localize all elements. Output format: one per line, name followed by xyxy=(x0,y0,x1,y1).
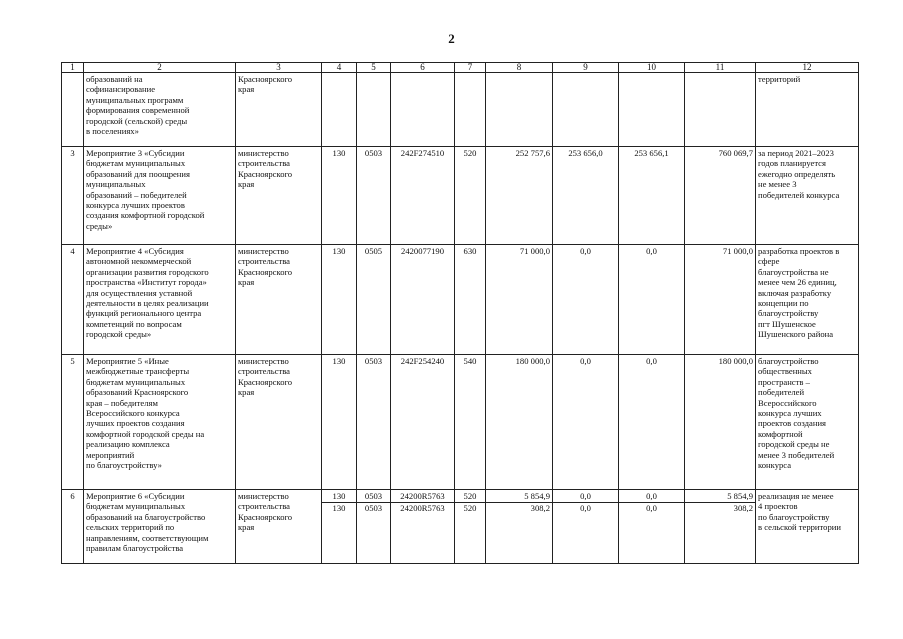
amount-2022: 0,0 xyxy=(553,355,619,490)
amount-2021 xyxy=(486,73,553,147)
event-name: Мероприятие 4 «Субсидия автономной некоммерческой организации развития городского пространства «Институт города» для осуществления уставной деятельности в целях реализации функций регионального центра компетенций по вопросам городской среды» xyxy=(84,245,236,355)
vr-code: 520 xyxy=(455,147,486,245)
amount-2021: 252 757,6 xyxy=(486,147,553,245)
amount-2022: 0,0 xyxy=(553,245,619,355)
gr-code: 130 xyxy=(322,147,357,245)
vr-code: 520 xyxy=(455,502,485,514)
vr-code-cell xyxy=(455,490,486,564)
expected-result: территорий xyxy=(756,73,859,147)
executor: министерство строительства Красноярского края xyxy=(236,245,322,355)
amount-2021: 5 854,9 xyxy=(524,491,550,501)
table-row xyxy=(62,73,859,147)
amount-2023: 253 656,1 xyxy=(619,147,685,245)
gr-code: 130 xyxy=(322,355,357,490)
expected-result: реализация не менее 4 проектов по благоустройству в сельской территории xyxy=(756,490,859,564)
row-number xyxy=(62,73,84,147)
event-name: образований на софинансирование муниципальных программ формирования современной городской (сельской) среды в поселениях» xyxy=(84,73,236,147)
csr-code: 242F254240 xyxy=(391,355,455,490)
column-header: 9 xyxy=(553,63,619,73)
amount-total: 5 854,9 xyxy=(727,491,753,501)
gr-code: 130 xyxy=(332,491,346,501)
column-header: 4 xyxy=(322,63,357,73)
page-number: 2 xyxy=(448,31,455,46)
vr-code: 520 xyxy=(463,491,477,501)
executor: министерство строительства Красноярского края xyxy=(236,147,322,245)
rzpr-code: 0503 xyxy=(357,147,391,245)
amount-2021: 308,2 xyxy=(486,502,553,514)
expected-result: благоустройство общественных пространств – победителей Всероссийского конкурса лучших проектов создания комфортной городской среды не менее 3 победителей конкурса xyxy=(756,355,859,490)
amount-2022: 0,0 xyxy=(580,491,591,501)
table-row xyxy=(62,490,859,564)
gr-code-cell xyxy=(322,490,357,564)
amount-2022-cell xyxy=(553,490,619,564)
rzpr-code: 0503 xyxy=(357,355,391,490)
amount-2023: 0,0 xyxy=(619,245,685,355)
csr-code: 242F274510 xyxy=(391,147,455,245)
gr-code xyxy=(322,73,357,147)
amount-2023 xyxy=(619,73,685,147)
amount-total: 308,2 xyxy=(685,502,756,514)
rzpr-code-cell xyxy=(357,490,391,564)
row-number: 5 xyxy=(62,355,84,490)
rzpr-code: 0503 xyxy=(357,502,390,514)
event-name: Мероприятие 3 «Субсидии бюджетам муниципальных образований для поощрения муниципальных образований – победителей конкурса лучших проектов создания комфортной городской среды» xyxy=(84,147,236,245)
csr-code-cell xyxy=(391,490,455,564)
amount-2023: 0,0 xyxy=(646,491,657,501)
gr-code: 130 xyxy=(322,245,357,355)
amount-2023: 0,0 xyxy=(619,355,685,490)
rzpr-code: 0503 xyxy=(364,491,383,501)
column-header: 12 xyxy=(756,63,859,73)
column-header: 1 xyxy=(62,63,84,73)
table-row xyxy=(62,147,859,245)
event-name: Мероприятие 5 «Иные межбюджетные трансферты бюджетам муниципальных образований Красноярского края – победителям Всероссийского конкурса лучших проектов создания комфортной городской среды на реализацию комплекса мероприятий по благоустройству» xyxy=(84,355,236,490)
table-row xyxy=(62,245,859,355)
column-header: 11 xyxy=(685,63,756,73)
column-header: 2 xyxy=(84,63,236,73)
amount-2022 xyxy=(553,73,619,147)
column-header: 5 xyxy=(357,63,391,73)
gr-code: 130 xyxy=(322,502,356,514)
column-header: 8 xyxy=(486,63,553,73)
executor: министерство строительства Красноярского края xyxy=(236,490,322,564)
amount-2023-cell xyxy=(619,490,685,564)
row-number: 6 xyxy=(62,490,84,564)
column-header: 10 xyxy=(619,63,685,73)
column-header: 6 xyxy=(391,63,455,73)
column-header: 7 xyxy=(455,63,486,73)
table-row xyxy=(62,355,859,490)
row-number: 3 xyxy=(62,147,84,245)
amount-total-cell xyxy=(685,490,756,564)
csr-code: 24200R5763 xyxy=(391,502,454,514)
vr-code: 540 xyxy=(455,355,486,490)
rzpr-code xyxy=(357,73,391,147)
amount-2022: 253 656,0 xyxy=(553,147,619,245)
csr-code: 24200R5763 xyxy=(400,491,445,501)
executor: Красноярского края xyxy=(236,73,322,147)
amount-2021-cell xyxy=(486,490,553,564)
expected-result: за период 2021–2023 годов планируется ежегодно определять не менее 3 победителей конкурса xyxy=(756,147,859,245)
csr-code xyxy=(391,73,455,147)
row-number: 4 xyxy=(62,245,84,355)
rzpr-code: 0505 xyxy=(357,245,391,355)
column-header: 3 xyxy=(236,63,322,73)
csr-code: 2420077190 xyxy=(391,245,455,355)
amount-total xyxy=(685,73,756,147)
amount-2021: 71 000,0 xyxy=(486,245,553,355)
amount-total: 71 000,0 xyxy=(685,245,756,355)
table-header-row xyxy=(62,63,859,73)
amount-2023: 0,0 xyxy=(619,502,684,514)
amount-2021: 180 000,0 xyxy=(486,355,553,490)
executor: министерство строительства Красноярского края xyxy=(236,355,322,490)
amount-total: 180 000,0 xyxy=(685,355,756,490)
budget-table xyxy=(61,62,859,564)
vr-code xyxy=(455,73,486,147)
amount-2022: 0,0 xyxy=(553,502,618,514)
expected-result: разработка проектов в сфере благоустройства не менее чем 26 единиц, включая разработку концепции по благоустройству пгт Шушенское Шушенского района xyxy=(756,245,859,355)
event-name: Мероприятие 6 «Субсидии бюджетам муниципальных образований на благоустройство сельских территорий по направлениям, соответствующим правилам благоустройства xyxy=(84,490,236,564)
amount-total: 760 069,7 xyxy=(685,147,756,245)
vr-code: 630 xyxy=(455,245,486,355)
